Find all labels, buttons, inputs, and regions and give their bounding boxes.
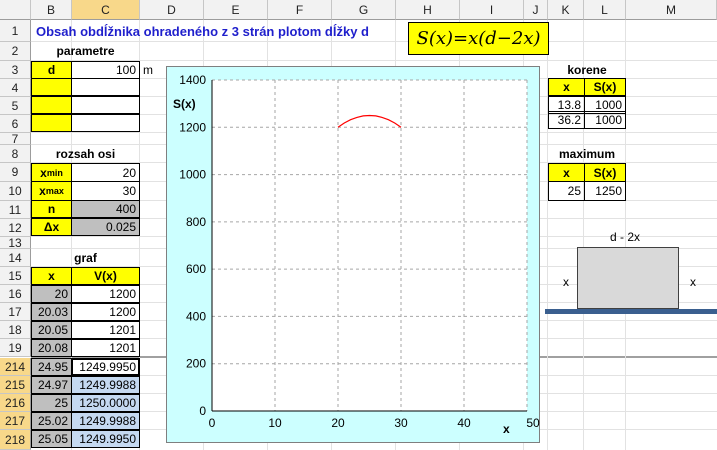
- column-header-b[interactable]: B: [31, 0, 72, 20]
- korene-col-s: S(x): [584, 78, 626, 96]
- graf-x-215: 24.97: [31, 376, 72, 394]
- param-d-label: d: [31, 61, 72, 79]
- wall-line[interactable]: [545, 309, 717, 314]
- row-header-11[interactable]: 11: [0, 201, 31, 219]
- graf-x-216: 25: [31, 394, 72, 412]
- diagram-right-label: x: [690, 275, 696, 289]
- row-header-218[interactable]: 218: [0, 430, 31, 450]
- y-tick-label: 1400: [179, 73, 206, 87]
- row-header-3[interactable]: 3: [0, 61, 31, 79]
- koren-1-x: 13.8: [548, 96, 585, 114]
- y-tick-label: 200: [185, 356, 206, 371]
- graf-x-214: 24.95: [31, 358, 72, 376]
- koren-2-s: 1000: [584, 111, 626, 129]
- graf-x-19: 20.08: [31, 339, 72, 357]
- graf-v-215[interactable]: 1249.9988: [71, 376, 140, 394]
- row-header-15[interactable]: 15: [0, 267, 31, 285]
- param-empty-value-4[interactable]: [71, 78, 140, 96]
- row-header-216[interactable]: 216: [0, 394, 31, 412]
- column-header-i[interactable]: I: [460, 0, 524, 20]
- diagram-left-label: x: [563, 275, 569, 289]
- column-header-d[interactable]: D: [140, 0, 204, 20]
- column-header-f[interactable]: F: [268, 0, 332, 20]
- graf-v-216[interactable]: 1250.0000: [71, 394, 140, 412]
- xmax-label: x max: [31, 181, 72, 201]
- graf-x-18: 20.05: [31, 321, 72, 339]
- row-header-215[interactable]: 215: [0, 376, 31, 394]
- y-tick-label: 1200: [179, 120, 206, 135]
- x-tick-label: 20: [331, 416, 345, 430]
- graf-v-18: 1201: [71, 321, 140, 339]
- param-empty-value-5[interactable]: [71, 96, 140, 114]
- row-header-19[interactable]: 19: [0, 339, 31, 357]
- row-header-16[interactable]: 16: [0, 285, 31, 303]
- row-header-2[interactable]: 2: [0, 42, 31, 61]
- x-tick-label: 50: [526, 416, 540, 430]
- column-header-c[interactable]: C: [72, 0, 140, 20]
- maximum-col-s: S(x): [584, 163, 626, 182]
- x-tick-label: 40: [457, 416, 471, 430]
- maximum-col-x: x: [548, 163, 585, 182]
- row-header-14[interactable]: 14: [0, 249, 31, 267]
- plot-area: [212, 80, 527, 411]
- xmax-value[interactable]: 30: [71, 181, 140, 201]
- fenced-area-rectangle[interactable]: [577, 247, 679, 309]
- graf-x-217: 25.02: [31, 412, 72, 430]
- korene-header: korene: [567, 63, 607, 77]
- korene-col-x: x: [548, 78, 585, 96]
- graf-v-16: 1200: [71, 285, 140, 303]
- maximum-header: maximum: [558, 147, 616, 161]
- koren-1-s: 1000: [584, 96, 626, 114]
- row-header-17[interactable]: 17: [0, 303, 31, 321]
- y-tick-label: 1000: [179, 167, 206, 182]
- column-header-e[interactable]: E: [204, 0, 268, 20]
- y-tick-label: 400: [185, 309, 206, 324]
- x-tick-label: 10: [268, 416, 282, 430]
- graf-v-19: 1201: [71, 339, 140, 357]
- n-label: n: [31, 200, 72, 218]
- chart-area[interactable]: [166, 66, 540, 443]
- param-empty-label-4: [31, 78, 72, 96]
- x-tick-label: 30: [394, 416, 408, 430]
- y-tick-label: 0: [199, 404, 206, 418]
- column-header-h[interactable]: H: [396, 0, 460, 20]
- dx-value: 0.025: [71, 218, 140, 236]
- xmin-value[interactable]: 20: [71, 163, 140, 182]
- x-axis-label: x: [503, 422, 510, 436]
- area-formula: S(x)=x(d−2x): [408, 22, 549, 55]
- row-header-9[interactable]: 9: [0, 163, 31, 182]
- x-tick-label: 0: [208, 416, 216, 430]
- row-header-7[interactable]: 7: [0, 133, 31, 145]
- row-header-13[interactable]: 13: [0, 237, 31, 249]
- sheet-title: Obsah obdĺžnika ohradeného z 3 strán plotom dĺžky d: [36, 23, 369, 39]
- param-empty-label-5: [31, 96, 72, 114]
- graf-x-16: 20: [31, 285, 72, 303]
- column-header-l[interactable]: L: [584, 0, 626, 20]
- chart-svg: [167, 67, 541, 444]
- graf-v-17: 1200: [71, 303, 140, 321]
- row-header-8[interactable]: 8: [0, 145, 31, 163]
- row-header-12[interactable]: 12: [0, 219, 31, 237]
- parametre-header: parametre: [56, 44, 115, 58]
- column-header-m[interactable]: M: [626, 0, 717, 20]
- row-header-6[interactable]: 6: [0, 115, 31, 133]
- param-d-unit: m: [143, 63, 153, 77]
- graf-v-217[interactable]: 1249.9988: [71, 412, 140, 430]
- column-header-j[interactable]: J: [524, 0, 548, 20]
- column-header-g[interactable]: G: [332, 0, 396, 20]
- row-header-5[interactable]: 5: [0, 97, 31, 115]
- y-tick-label: 800: [185, 214, 206, 229]
- n-value: 400: [71, 200, 140, 218]
- param-empty-label-6: [31, 114, 72, 132]
- row-header-10[interactable]: 10: [0, 182, 31, 201]
- graf-col-v: V(x): [71, 267, 140, 285]
- koren-2-x: 36.2: [548, 111, 585, 129]
- graf-header: graf: [74, 251, 97, 265]
- maximum-x: 25: [548, 181, 585, 201]
- param-empty-value-6[interactable]: [71, 114, 140, 132]
- graf-x-218: 25.05: [31, 430, 72, 448]
- row-header-214[interactable]: 214: [0, 358, 31, 376]
- y-tick-label: 600: [185, 262, 206, 277]
- row-header-217[interactable]: 217: [0, 412, 31, 430]
- dx-label: Δx: [31, 218, 72, 236]
- graf-x-17: 20.03: [31, 303, 72, 321]
- param-d-value[interactable]: 100: [71, 61, 140, 79]
- row-header-18[interactable]: 18: [0, 321, 31, 339]
- y-axis-label: S(x): [173, 97, 196, 111]
- diagram-top-label: d - 2x: [610, 230, 641, 244]
- select-all-corner[interactable]: [0, 0, 31, 20]
- graf-v-218[interactable]: 1249.9950: [71, 430, 140, 448]
- row-header-4[interactable]: 4: [0, 79, 31, 97]
- graf-v-214[interactable]: 1249.9950: [71, 358, 140, 376]
- rozsah-header: rozsah osi: [55, 147, 116, 161]
- graf-col-x: x: [31, 267, 72, 285]
- column-header-k[interactable]: K: [548, 0, 584, 20]
- maximum-s: 1250: [584, 181, 626, 201]
- xmin-label: x min: [31, 163, 72, 182]
- row-header-1[interactable]: 1: [0, 20, 31, 42]
